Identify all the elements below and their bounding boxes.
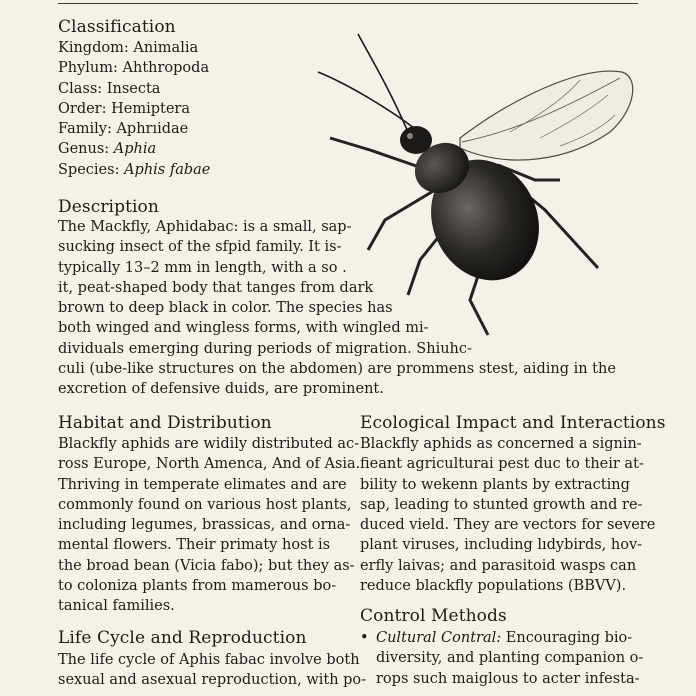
text-line: duced vield. They are vectors for severe (360, 517, 656, 534)
text-line: Thriving in temperate elimates and are (58, 476, 347, 493)
text-line: erfly laivas; and parasitoid wasps can (360, 557, 637, 574)
ecological-heading: Ecological Impact and Interactions (360, 413, 666, 433)
control-item: • Cultural Contral: Encouraging bio- diversity, and planting companion o- rops such maiglous to acter infesta- (360, 628, 643, 689)
lifecycle-heading: Life Cycle and Reproduction (58, 628, 307, 648)
description-heading: Description (58, 197, 159, 217)
ecological-text (360, 434, 655, 596)
text-line: Blackfly aphids as concerned a signin- (360, 436, 642, 452)
text-line: sap, leading to stunted growth and re- (360, 496, 643, 513)
text-line: commonly found on various host plants, (58, 496, 352, 513)
text-line: Blackfly aphids are widily distributed ac- (58, 436, 360, 452)
text-line: typically 13–2 mm in length, with a so . (58, 259, 347, 276)
classification-row: Species: Aphis fabae (58, 161, 211, 178)
text-line: it, peat-shaped body that tanges from dark (58, 279, 374, 296)
text-line: including legumes, brassicas, and orna- (58, 517, 351, 534)
classification-heading: Classification (58, 17, 176, 37)
description-text (58, 217, 616, 400)
control-list (360, 628, 643, 689)
text-line: ross Europe, North Amenca, And of Asia. (58, 456, 361, 473)
top-rule (58, 3, 638, 4)
classification-row: Class: Insecta (58, 80, 161, 97)
classification-list (58, 38, 210, 180)
text-line: plant viruses, including lıdybirds, hov- (360, 537, 643, 554)
text-line: excretion of defensive duids, are prominent. (58, 381, 384, 398)
text-line: tanical families. (58, 598, 175, 615)
text-line: the broad bean (Vicia fabo); but they as- (58, 557, 355, 574)
text-line: to coloniza plants from mamerous bo- (58, 578, 337, 595)
text-line: mental flowers. Their primaty host is (58, 537, 331, 554)
classification-row: Phylum: Ahthropoda (58, 60, 210, 77)
classification-row: Genus: Aphia (58, 141, 157, 158)
text-line: culi (ube-like structures on the abdomen) are prommens stest, aiding in the (58, 361, 616, 378)
classification-row: Order: Hemiptera (58, 100, 190, 117)
text-line: The Mackfly, Aphidabac: is a small, sap- (58, 219, 352, 235)
text-line: fieant agriculturai pest duc to their at- (360, 456, 644, 473)
text-line: both winged and wingless forms, with wingled mi- (58, 320, 429, 337)
habitat-text (58, 434, 360, 617)
text-line: bility to wekenn plants by extracting (360, 476, 630, 493)
control-item-label: Cultural Contral: (376, 630, 502, 646)
text-line: sexual and asexual reproduction, with po- (58, 672, 367, 689)
text-line: sucking insect of the sfpid family. It is- (58, 239, 342, 256)
habitat-heading: Habitat and Distribution (58, 413, 272, 433)
text-line: The life cycle of Aphis fabac involve both (58, 652, 360, 668)
classification-row: Family: Aphrıidae (58, 121, 189, 138)
control-heading: Control Methods (360, 606, 507, 626)
text-line: dividuals emerging during periods of migration. Shiuhc- (58, 340, 472, 357)
lifecycle-text (58, 650, 366, 691)
classification-row: Kingdom: Animalia (58, 40, 199, 56)
text-line: brown to deep black in color. The species has (58, 300, 393, 317)
text-line: reduce blackfly populations (BBVV). (360, 578, 627, 595)
